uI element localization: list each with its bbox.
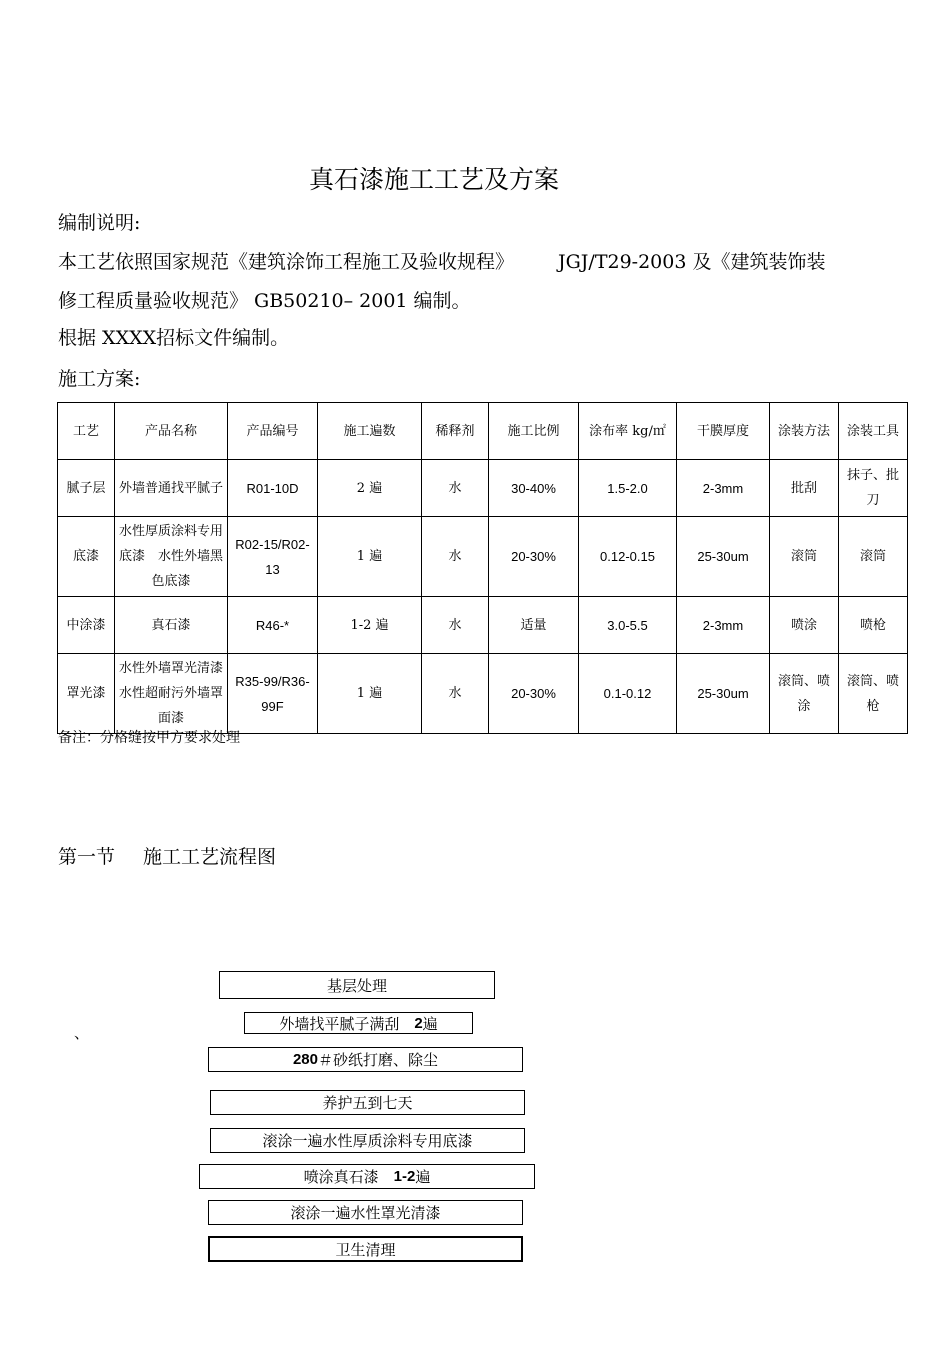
table-header-row [58,403,908,460]
document-title: 真石漆施工工艺及方案 [308,165,559,194]
table-cell: 适量 [489,597,579,654]
flow-step [199,1164,535,1189]
table-cell: 20-30% [489,654,579,734]
table-cell: 3.0-5.5 [579,597,677,654]
table-cell: 滚筒 [839,517,908,597]
header-cell: 涂装工具 [839,403,908,460]
flow-step-emphasis: 2 [414,1014,423,1032]
table-cell: 水 [422,597,489,654]
flow-step-text: 养护五到七天 [322,1094,413,1112]
table-cell: 腻子层 [58,460,115,517]
flow-step [208,1236,523,1262]
intro-line-3: 根据 XXXX招标文件编制。 [58,327,290,349]
table-cell: 喷涂 [770,597,839,654]
table-cell: 1 遍 [318,654,422,734]
intro-line-1-part-a: 本工艺依照国家规范《建筑涂饰工程施工及验收规程》 [58,251,515,273]
flow-step [208,1047,523,1072]
intro-line-1 [58,247,826,274]
flow-step-text: ＃砂纸打磨、除尘 [318,1051,439,1069]
flow-step-text: 卫生清理 [335,1240,396,1259]
table-cell: 25-30um [677,654,770,734]
table-cell: 水 [422,460,489,517]
construction-plan-table [57,402,908,734]
table-cell: 滚筒、喷枪 [839,654,908,734]
flow-step-emphasis: 1-2 [393,1168,416,1185]
table-cell: 2-3mm [677,597,770,654]
flow-step [244,1012,473,1034]
table-cell: 罩光漆 [58,654,115,734]
header-cell: 施工遍数 [318,403,422,460]
flow-step-text: 外墙找平腻子满刮 [279,1014,415,1033]
table-cell: 批刮 [770,460,839,517]
table-cell: R35-99/R36-99F [228,654,318,734]
header-cell: 产品名称 [115,403,228,460]
table-cell: 水 [422,517,489,597]
header-cell: 涂布率 kg/㎡ [579,403,677,460]
table-cell: 外墙普通找平腻子 [115,460,228,517]
section-number: 第一节 [58,846,116,868]
header-cell: 干膜厚度 [677,403,770,460]
header-cell: 工艺 [58,403,115,460]
section-title: 施工工艺流程图 [143,846,277,868]
table-cell: 2 遍 [318,460,422,517]
table-cell: 喷枪 [839,597,908,654]
table-cell: 抹子、批刀 [839,460,908,517]
stray-mark: 、 [74,1024,90,1042]
table-row [58,654,908,734]
table-cell: R46-* [228,597,318,654]
table-cell: 2-3mm [677,460,770,517]
table-row [58,517,908,597]
table-note: 备注：分格缝按甲方要求处理 [58,730,240,746]
intro-line-1-part-b: JGJ/T29-2003 及《建筑装饰装 [558,251,826,273]
table-cell: 30-40% [489,460,579,517]
flow-step-emphasis: 280 [292,1051,318,1068]
table-cell: 真石漆 [115,597,228,654]
table-cell: 1 遍 [318,517,422,597]
flow-step [210,1128,525,1153]
flow-step-text: 基层处理 [326,976,387,995]
table-cell: 滚筒、喷涂 [770,654,839,734]
intro-line-2: 修工程质量验收规范》 GB50210– 2001 编制。 [58,290,471,312]
table-cell: R01-10D [228,460,318,517]
flow-step-text: 喷涂真石漆 [303,1168,394,1186]
table-cell: 0.1-0.12 [579,654,677,734]
section-heading [58,842,276,869]
table-cell: 0.12-0.15 [579,517,677,597]
table-cell: 水 [422,654,489,734]
flow-step-text: 遍 [422,1014,438,1033]
table-cell: 水性厚质涂料专用底漆 水性外墙黑色底漆 [115,517,228,597]
flow-step [210,1090,525,1115]
table-cell: 20-30% [489,517,579,597]
flow-step-text: 滚涂一遍水性罩光清漆 [290,1204,441,1222]
header-cell: 涂装方法 [770,403,839,460]
flow-step [208,1200,523,1225]
table-cell: 底漆 [58,517,115,597]
table-row [58,460,908,517]
table-cell: 滚筒 [770,517,839,597]
table-cell: 1-2 遍 [318,597,422,654]
table-cell: 25-30um [677,517,770,597]
table-row [58,597,908,654]
header-cell: 产品编号 [228,403,318,460]
flow-step [219,971,495,999]
intro-heading: 编制说明: [58,212,141,234]
header-cell: 施工比例 [489,403,579,460]
plan-heading: 施工方案: [58,368,141,390]
table-cell: 1.5-2.0 [579,460,677,517]
table-cell: 中涂漆 [58,597,115,654]
header-cell: 稀释剂 [422,403,489,460]
table-cell: R02-15/R02-13 [228,517,318,597]
table-cell: 水性外墙罩光清漆 水性超耐污外墙罩面漆 [115,654,228,734]
flow-step-text: 遍 [415,1168,431,1186]
flow-step-text: 滚涂一遍水性厚质涂料专用底漆 [262,1132,473,1150]
